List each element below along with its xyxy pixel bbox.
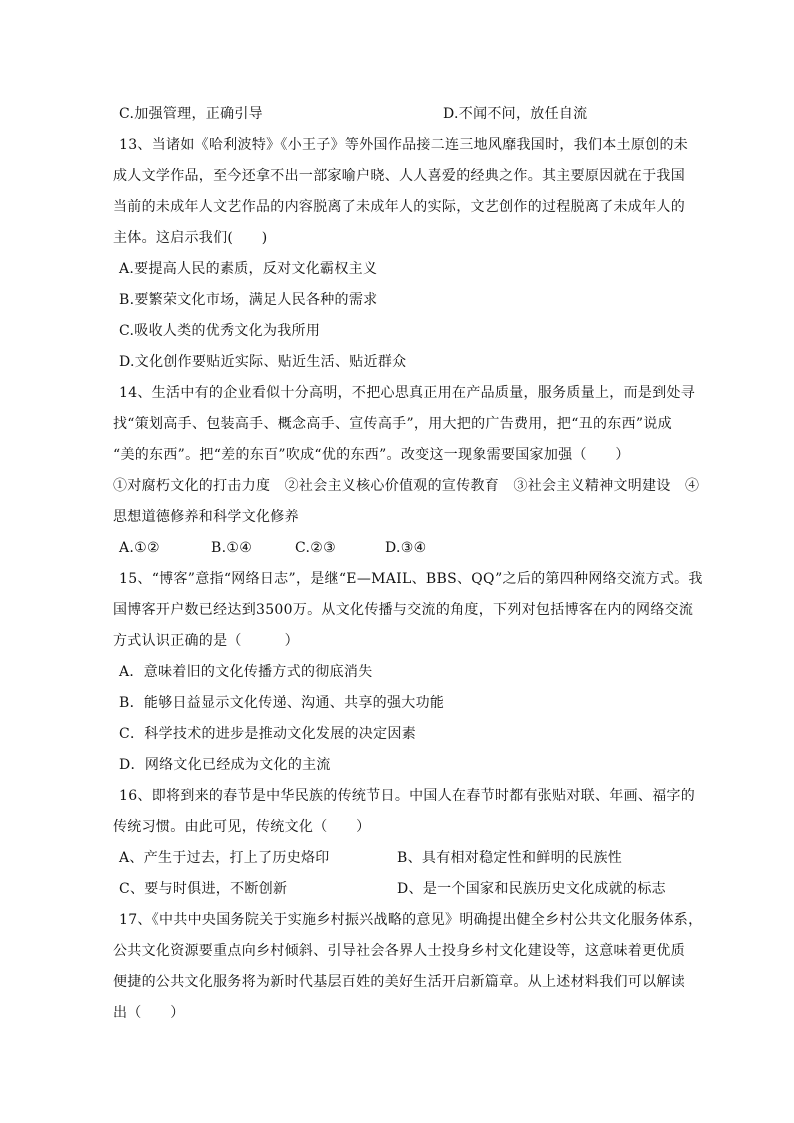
q13-stem-line-1: 13、当诸如《哈利波特》《小王子》等外国作品接二连三地风靡我国时，我们本土原创的未 <box>119 137 689 153</box>
q16-option-b: B、具有相对稳定性和鲜明的民族性 <box>397 850 623 866</box>
q16-option-c: C、要与时俱进，不断创新 <box>119 881 288 897</box>
q14-option-a: A.①② <box>119 540 160 556</box>
q13-stem-line-2: 成人文学作品，至今还拿不出一部家喻户晓、人人喜爱的经典之作。其主要原因就在于我国 <box>113 168 685 184</box>
q16-stem-line-2: 传统习惯。由此可见，传统文化（ ） <box>113 819 371 835</box>
q15-option-b: B．能够日益显示文化传递、沟通、共享的强大功能 <box>119 695 445 711</box>
q16-option-a: A、产生于过去，打上了历史烙印 <box>119 850 330 866</box>
q13-option-c: C.吸收人类的优秀文化为我所用 <box>119 323 321 339</box>
q17-stem-line-2: 公共文化资源要重点向乡村倾斜、引导社会各界人士投身乡村文化建设等，这意味着更优质 <box>113 943 685 959</box>
q13-stem-line-4: 主体。这启示我们( ) <box>113 230 268 246</box>
q15-option-d: D．网络文化已经成为文化的主流 <box>119 757 331 773</box>
q14-stem-line-2: 找“策划高手、包装高手、概念高手、宣传高手”，用大把的广告费用，把“丑的东西”说成 <box>113 416 672 432</box>
q17-stem-line-4: 出（ ） <box>113 1005 185 1021</box>
q12-option-c: C.加强管理，正确引导 <box>119 106 263 122</box>
q16-stem-line-1: 16、即将到来的春节是中华民族的传统节日。中国人在春节时都有张贴对联、年画、福字的 <box>119 788 696 804</box>
q15-stem-line-2: 国博客开户数已经达到3500万。从文化传播与交流的角度，下列对包括博客在内的网络交流 <box>113 602 694 618</box>
q12-option-d: D.不闻不问，放任自流 <box>443 106 588 122</box>
q14-stem-line-1: 14、生活中有的企业看似十分高明，不把心思真正用在产品质量，服务质量上，而是到处寻 <box>119 385 696 401</box>
q15-option-c: C．科学技术的进步是推动文化发展的决定因素 <box>119 726 417 742</box>
q16-option-d: D、是一个国家和民族历史文化成就的标志 <box>397 881 666 897</box>
q14-option-b: B.①④ <box>211 540 253 556</box>
q17-stem-line-1: 17、《中共中央国务院关于实施乡村振兴战略的意见》明确提出健全乡村公共文化服务体系， <box>119 912 703 928</box>
q15-option-a: A．意味着旧的文化传播方式的彻底消失 <box>119 664 373 680</box>
q17-stem-line-3: 便捷的公共文化服务将为新时代基层百姓的美好生活开启新篇章。从上述材料我们可以解读 <box>113 974 685 990</box>
q14-stem-line-5: 思想道德修养和科学文化修养 <box>113 509 299 525</box>
q15-stem-line-1: 15、“博客”意指“网络日志”，是继“E—MAIL、BBS、QQ”之后的第四种网络交流方式。我 <box>119 571 703 587</box>
q14-stem-line-3: “美的东西”。把“差的东百”吹成“优的东西”。改变这一现象需要国家加强（ ） <box>113 447 630 463</box>
q13-stem-line-3: 当前的未成年人文艺作品的内容脱离了未成年人的实际，文艺创作的过程脱离了未成年人的 <box>113 199 685 215</box>
q14-option-c: C.②③ <box>295 540 336 556</box>
q14-option-d: D.③④ <box>385 540 427 556</box>
q13-option-a: A.要提高人民的素质，反对文化霸权主义 <box>119 261 378 277</box>
q15-stem-line-3: 方式认识正确的是（ ） <box>113 633 299 649</box>
q14-stem-line-4: ①对腐朽文化的打击力度 ②社会主义核心价值观的宣传教育 ③社会主义精神文明建设 ④ <box>113 478 700 494</box>
q13-option-b: B.要繁荣文化市场，满足人民各种的需求 <box>119 292 378 308</box>
q13-option-d: D.文化创作要贴近实际、贴近生活、贴近群众 <box>119 354 407 370</box>
